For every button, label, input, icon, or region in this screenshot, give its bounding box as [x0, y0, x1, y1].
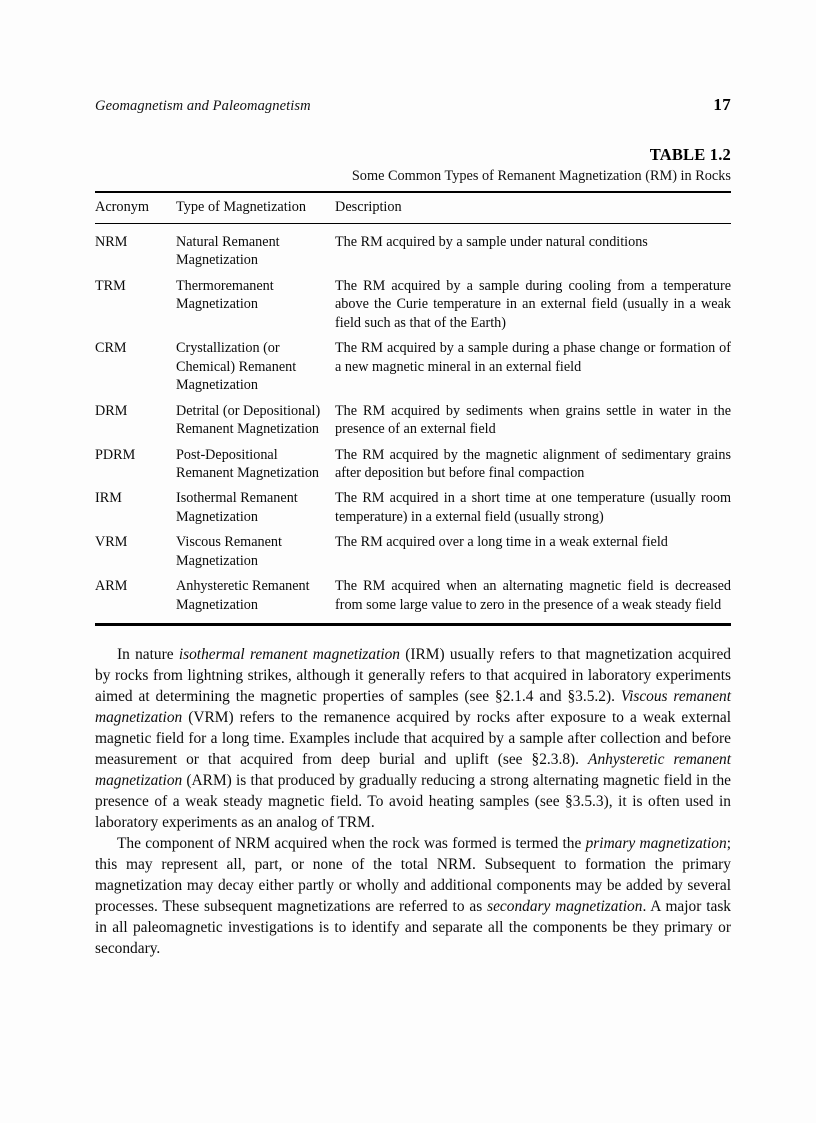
para2-italic2: secondary magnetization — [487, 898, 643, 916]
para2-part3: . A major task in all paleomagnetic investigations is to identify and separate all the components be they primary or secondary. — [95, 898, 732, 958]
cell-description: The RM acquired by the magnetic alignment of sedimentary grains after deposition but before final compaction — [335, 446, 731, 481]
cell-description: The RM acquired by sediments when grains settle in water in the presence of an external field — [335, 402, 731, 438]
cell-acronym: DRM — [95, 402, 128, 419]
para2-part2: ; this may represent all, part, or none of the total NRM. Subsequent to formation the primary magnetization may decay either partly or wholly and additional components may be added by several processes. These subsequent magnetizations are referred to as — [95, 835, 731, 916]
cell-description: The RM acquired over a long time in a weak external field — [335, 534, 668, 551]
table-row — [95, 526, 731, 570]
cell-description: The RM acquired by a sample during a phase change or formation of a new magnetic mineral in an external field — [335, 340, 731, 375]
remanent-magnetization-table-body — [95, 224, 731, 623]
para1-italic2: Viscous remanent magnetization — [95, 688, 731, 727]
para1-part4: (ARM) is that produced by gradually reducing a strong alternating magnetic field in the presence of a weak steady magnetic field. To avoid heating samples (see §3.5.3), it is often used in laboratory experiments as an analog of TRM. — [95, 772, 731, 832]
table-number: TABLE 1.2 — [649, 145, 731, 164]
para1-part1: In nature — [117, 646, 179, 664]
cell-description: The RM acquired by a sample under natural conditions — [335, 234, 648, 250]
column-header-description: Description — [335, 199, 402, 215]
remanent-magnetization-table — [95, 193, 731, 223]
cell-acronym: NRM — [95, 234, 128, 250]
cell-type: Thermoremanent Magnetization — [176, 277, 274, 313]
table-row — [95, 439, 731, 483]
page-number: 17 — [713, 95, 731, 114]
table-row — [95, 224, 731, 270]
column-header-type: Type of Magnetization — [176, 199, 307, 215]
cell-acronym: CRM — [95, 340, 127, 357]
para1-italic3: Anhysteretic remanent magnetization — [95, 751, 731, 790]
table-row — [95, 570, 731, 623]
cell-acronym: TRM — [95, 277, 126, 294]
cell-type: Crystallization (or Chemical) Remanent Magnetization — [176, 340, 297, 394]
paragraph-primary-secondary — [95, 833, 731, 959]
para2-part1: The component of NRM acquired when the rock was formed is termed the — [117, 835, 586, 853]
cell-acronym: ARM — [95, 578, 128, 595]
para1-part3: (VRM) refers to the remanence acquired by rocks after exposure to a weak external magnetic field for a long time. Examples include that acquired by a sample after collection and before measurement or that acquired from deep burial and uplift (see §2.3.8). — [95, 709, 731, 769]
table-row — [95, 482, 731, 526]
table-header-row — [95, 193, 731, 223]
cell-description: The RM acquired in a short time at one temperature (usually room temperature) in a external field (usually strong) — [335, 490, 731, 525]
table-caption: Some Common Types of Remanent Magnetization (RM) in Rocks — [351, 168, 731, 184]
cell-type: Isothermal Remanent Magnetization — [176, 490, 298, 525]
cell-description: The RM acquired by a sample during cooling from a temperature above the Curie temperature in an external field (usually in a weak field such as that of the Earth) — [335, 277, 731, 331]
cell-type: Natural Remanent Magnetization — [176, 234, 280, 269]
table-row — [95, 270, 731, 332]
cell-type: Post-Depositional Remanent Magnetization — [176, 446, 320, 481]
table-header — [95, 193, 731, 223]
cell-type: Detrital (or Depositional) Remanent Magnetization — [176, 402, 321, 438]
table-rule-bottom — [95, 623, 731, 626]
body-text — [95, 644, 731, 959]
cell-type: Anhysteretic Remanent Magnetization — [176, 578, 310, 613]
table-row — [95, 332, 731, 394]
running-head — [95, 95, 731, 115]
cell-type: Viscous Remanent Magnetization — [176, 534, 282, 569]
paragraph-irm-vrm-arm — [95, 644, 731, 833]
para1-part2: (IRM) usually refers to that magnetization acquired by rocks from lightning strikes, although it generally refers to that acquired in laboratory experiments aimed at determining the magnetic properties of samples (see §2.1.4 and §3.5.2). — [95, 646, 731, 706]
cell-acronym: IRM — [95, 490, 122, 507]
table-row — [95, 395, 731, 439]
page-content — [95, 95, 731, 959]
para2-italic1: primary magnetization — [585, 835, 727, 853]
column-header-acronym: Acronym — [95, 199, 149, 215]
table-block — [95, 145, 731, 626]
cell-acronym: VRM — [95, 534, 128, 551]
cell-description: The RM acquired when an alternating magnetic field is decreased from some large value to zero in the presence of a weak steady field — [335, 578, 731, 613]
running-head-title: Geomagnetism and Paleomagnetism — [95, 98, 311, 114]
para1-italic1: isothermal remanent magnetization — [178, 646, 401, 664]
cell-acronym: PDRM — [95, 446, 136, 463]
